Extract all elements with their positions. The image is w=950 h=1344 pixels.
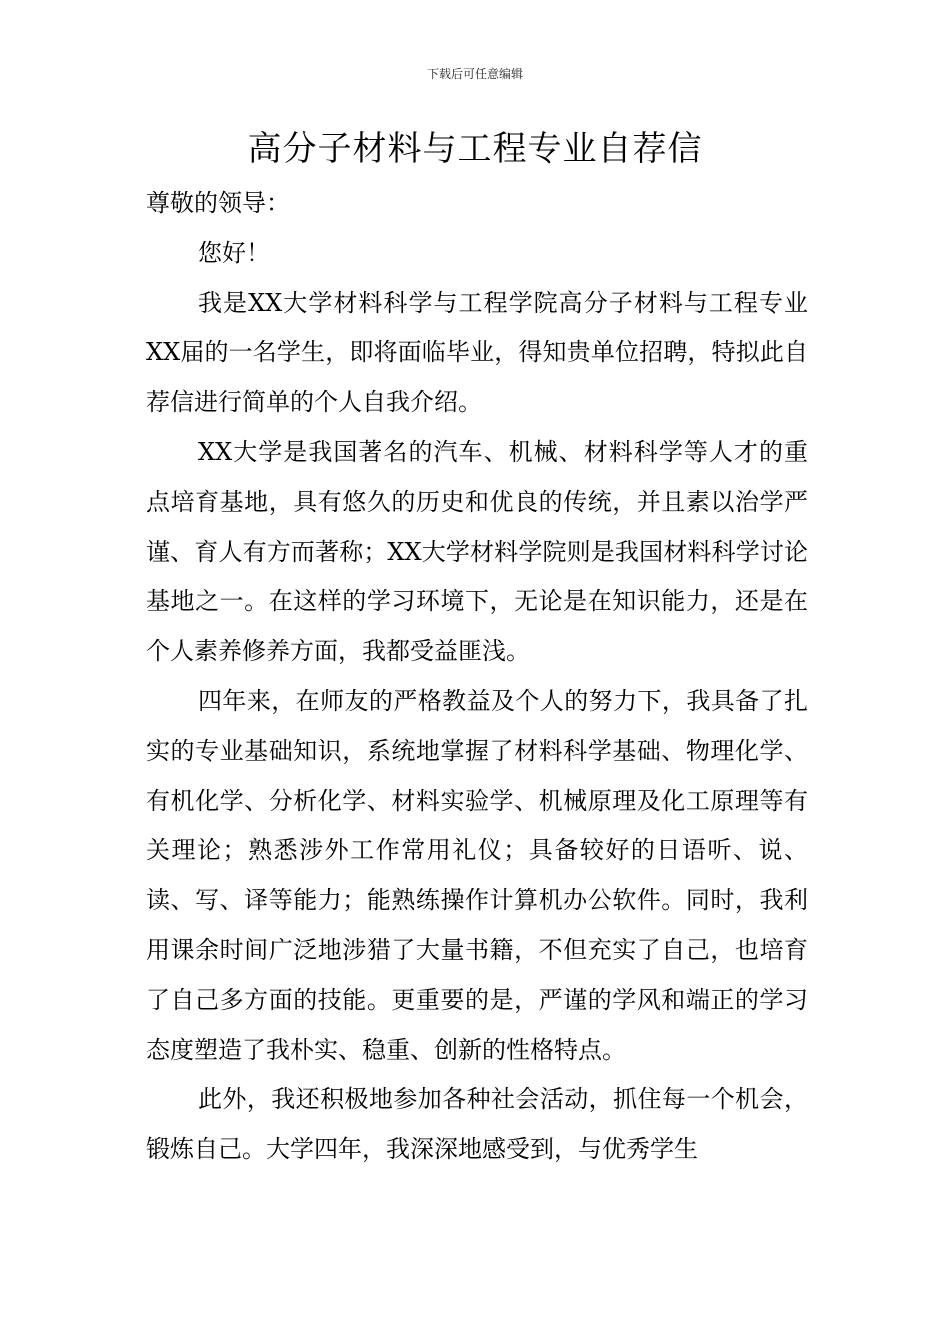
salutation: 尊敬的领导： bbox=[146, 189, 290, 217]
letter-title: 高分子材料与工程专业自荐信 bbox=[247, 129, 703, 169]
greeting-paragraph: 您好！ bbox=[198, 238, 270, 267]
activities-paragraph: 此外，我还积极地参加各种社会活动，抓住每一个机会，锻炼自己。大学四年，我深深地感受到，与优秀学生 bbox=[146, 1085, 808, 1164]
letter-body bbox=[146, 179, 808, 1175]
intro-paragraph: 我是XX大学材料科学与工程学院高分子材料与工程专业XX届的一名学生，即将面临毕业，得知贵单位招聘，特拟此自荐信进行简单的个人自我介绍。 bbox=[146, 288, 808, 417]
study-paragraph: 四年来，在师友的严格教益及个人的努力下，我具备了扎实的专业基础知识，系统地掌握了材料科学基础、物理化学、有机化学、分析化学、材料实验学、机械原理及化工原理等有关理论；熟悉涉外工作常用礼仪；具备较好的日语听、说、读、写、译等能力；能熟练操作计算机办公软件。同时，我利用课余时间广泛地涉猎了大量书籍，不但充实了自己，也培育了自己多方面的技能。更重要的是，严谨的学风和端正的学习态度塑造了我朴实、稳重、创新的性格特点。 bbox=[146, 686, 808, 1064]
university-paragraph: XX大学是我国著名的汽车、机械、材料科学等人才的重点培育基地，具有悠久的历史和优良的传统，并且素以治学严谨、育人有方而著称；XX大学材料学院则是我国材料科学讨论基地之一。在这样的学习环境下，无论是在知识能力，还是在个人素养修养方面，我都受益匪浅。 bbox=[146, 437, 808, 666]
header-note: 下载后可任意编辑 bbox=[426, 67, 523, 81]
